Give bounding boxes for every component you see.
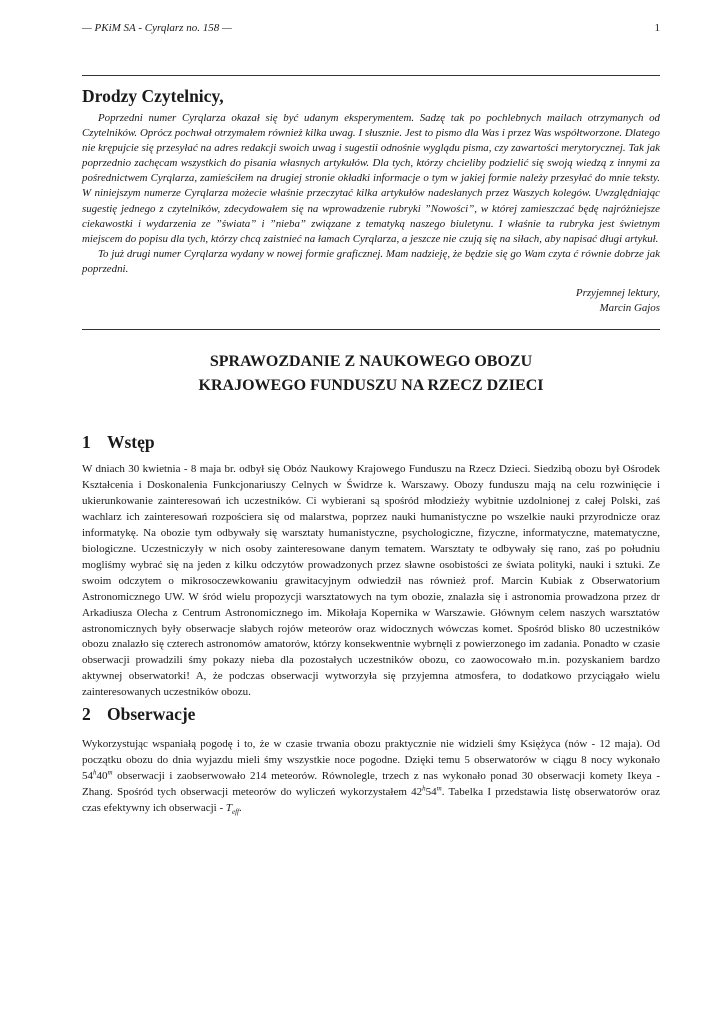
section-heading-intro (82, 432, 155, 453)
section-body-intro (82, 462, 660, 701)
article-title-line: KRAJOWEGO FUNDUSZU NA RZECZ DZIECI (198, 377, 544, 394)
signoff-greeting: Przyjemnej lektury, (575, 287, 660, 299)
running-head (82, 22, 660, 34)
section-paragraph: W dniach 30 kwietnia - 8 maja br. odbył się Obóz Naukowy Krajowego Funduszu na Rzecz Dzieci. Siedzibą obozu był Ośrodek Kształcenia i Doskonalenia Funkcjonariuszy Celnych w Świdrze k. Warszawy. Obozy funduszu mają na celu rozwinięcie i ukierunkowanie zainteresowań ich uczestników. Ci wybierani są spośród młodzieży wybitnie uzdolnionej z całej Polski, zaś wachlarz ich zainteresowań rozpościera się od malarstwa, poprzez nauki humanistyczne po wszelkie nauki przyrodnicze oraz informatykę. Na obozie tym odbywały się warsztaty humanistyczne, psychologiczne, fizyczne, informatyczne, matematyczne, biologiczne. Uczestniczyły w nich osoby zainteresowane danym tematem. Warsztaty te odbywały się rano, zaś po południu mogliśmy wybrać się na jeden z kilku odczytów prowadzonych przez sławne osobistości ze świata polityki, nauki i sztuki. Ze swoim odczytem o mikrosoczewkowaniu grawitacyjnym odwiedził nas również prof. Marcin Kubiak z Obserwatorium Astronomicznego UW. W śród wielu propozycji warsztatowych na tym obozie, znalazła się i astronomia prowadzona przez dr Arkadiusza Olecha z Centrum Astronomicznego im. Mikołaja Kopernika w Warszawie. Głównym celem naszych warsztatów astronomicznych były obserwacje słabych rojów meteorów oraz widocznych wówczas komet. Spośród blisko 80 uczestników obozu znalazło się czterech astronomów amatorów, którzy konsekwentnie wybrnęli z powierzonego im zadania. Ponadto w czasie obserwacji prowadzili śmy pokazy nieba dla pozostałych uczestników obozu, co zaowocowało m.in. pozyskaniem bardzo aktywnej obserwatorki! A, że podczas obserwacji wytworzyła się przyjemna atmosfera, to dodatkowo przyciągało wielu zainteresowanych uczestników obozu. (82, 463, 660, 699)
header-divider (82, 75, 660, 76)
letter-divider (82, 329, 660, 330)
text-run: obserwacji i zaobserwowało 214 meteorów. Równolegle, trzech z nas wykonało ponad 30 obserwacji komety Ikeya - Zhang. Spośród tych obserwacji meteorów do wyliczeń wykorzystałem 42 (82, 769, 660, 798)
running-head-title: — PKiM SA - Cyrqlarz no. 158 — (82, 22, 232, 34)
section-heading-observations (82, 704, 195, 725)
article-title-line: SPRAWOZDANIE Z NAUKOWEGO OBOZU (209, 353, 533, 370)
minutes-superscript: m (436, 784, 442, 793)
text-run: Wykorzystując wspaniałą pogodę i to, że w czasie trwania obozu praktycznie nie widzieli śmy Księżyca (nów - 12 maja). Od początku obozu do dnia wyjazdu mieli śmy wszystkie noce pogodne. Dzięki temu 5 obserwatorów w ciągu 8 nocy wykonało 54 (82, 738, 660, 782)
section-number: 1 (82, 432, 91, 452)
minutes-superscript: m (107, 768, 113, 777)
article-title (82, 350, 660, 398)
editor-letter (82, 111, 660, 277)
section-title: Obserwacje (107, 704, 196, 724)
text-run: 54 (425, 785, 437, 798)
text-run: 40 (96, 769, 108, 782)
page-number: 1 (654, 22, 660, 34)
teff-symbol: T (225, 801, 232, 814)
teff-subscript: eff (231, 808, 239, 816)
signoff-author: Marcin Gajos (599, 302, 660, 315)
section-body-observations (82, 737, 660, 817)
letter-signoff (82, 286, 660, 317)
section-number: 2 (82, 704, 91, 724)
text-run: . (238, 801, 242, 814)
letter-title: Drodzy Czytelnicy, (82, 86, 224, 106)
letter-paragraph: Poprzedni numer Cyrqlarza okazał się być udanym eksperymentem. Sadzę tak po pochlebnych mailach otrzymanych od Czytelników. Oprócz pochwał otrzymałem również kilka uwag. I słusznie. Jest to pismo dla Was i przez Was współtworzone. Dlatego nie krępujcie się przesyłać na adres redakcji swoich uwag i sugestii odnośnie wyglądu pisma, czy zawartości merytorycznej. Tak jak poprzednio zachęcam wszystkich do pisania własnych artykułów. Dla tych, którzy chcieliby podzielić się swoją wiedzą z innymi za pośrednictwem Cyrqlarza, zamieściłem na drugiej stronie okładki informacje o tym w jakiej formie należy przesyłać do mnie teksty. W niniejszym numerze Cyrqlarza możecie właśnie przeczytać kilka artykułów nadesłanych przez Waszych kolegów. Uwzględniając sugestię jednego z czytelników, zdecydowałem się na wprowadzenie rubryki ”Nowości”, w której zamieszczać będę najróżniejsze ciekawostki i wydarzenia ze ”świata” i ”nieba” związane z tematyką naszego biuletynu. I właśnie ta rubryka jest świetnym miejscem do popisu dla tych, którzy chcą zaistnieć na łamach Cyrqlarza, a jeszcze nie czują się na siłach, aby napisać długi artykuł. (82, 112, 660, 245)
hours-superscript: h (422, 784, 426, 793)
section-title: Wstęp (107, 432, 155, 452)
section-paragraph (82, 737, 660, 817)
letter-paragraph: To już drugi numer Cyrqlarza wydany w nowej formie graficznej. Mam nadzieję, że będzie się go Wam czyta ć równie dobrze jak poprzedni. (82, 247, 660, 275)
text-run: . Tabelka I przedstawia listę obserwatorów oraz czas efektywny ich obserwacji - (82, 785, 660, 814)
hours-superscript: h (93, 768, 97, 777)
